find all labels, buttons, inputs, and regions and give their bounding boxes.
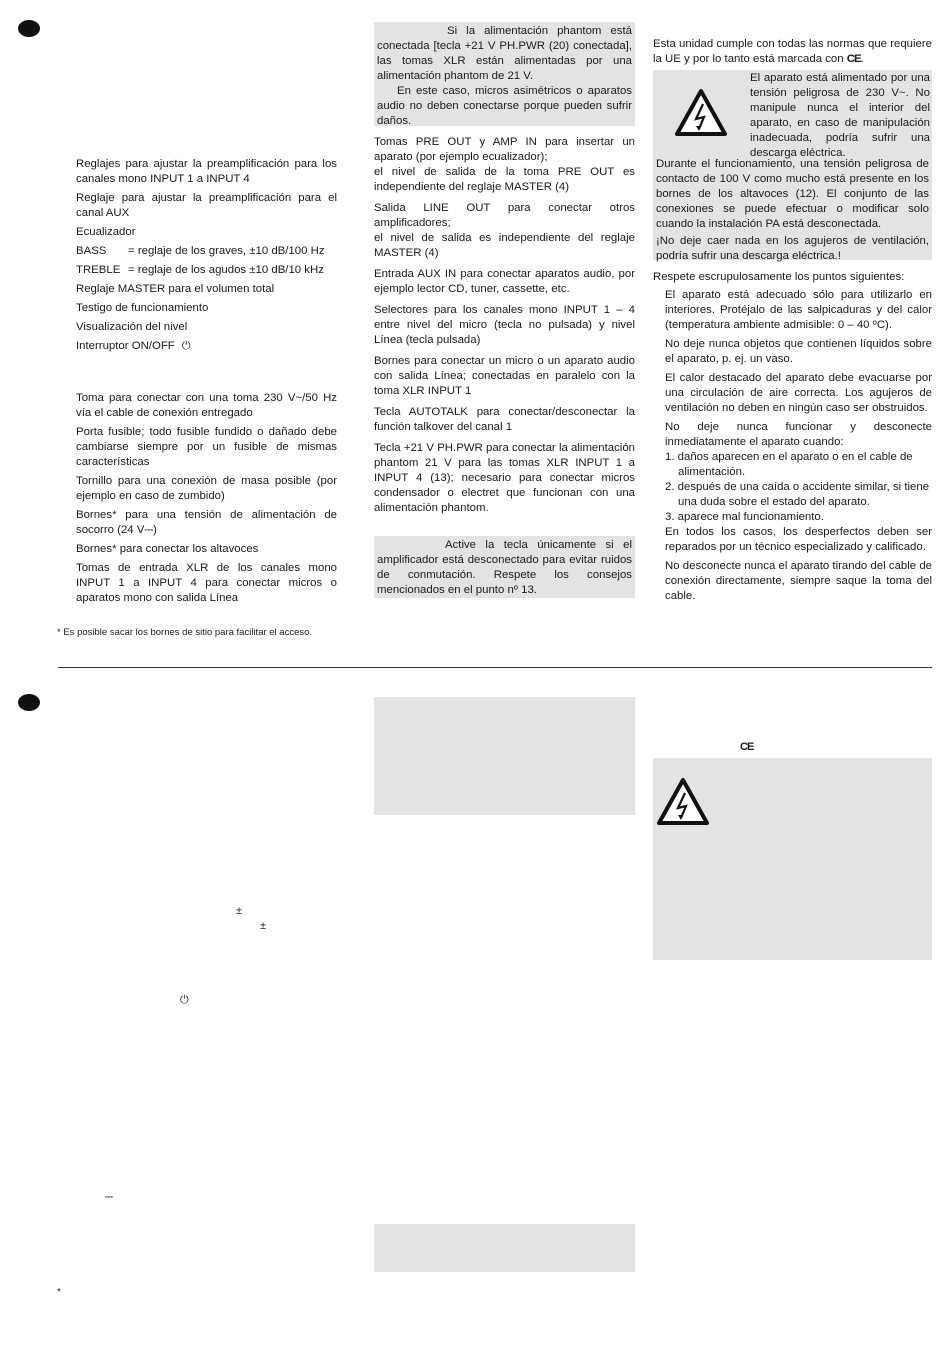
list-item: En todos los casos, los desperfectos deben ser reparados por un técnico especializado y calificado. [665, 526, 932, 553]
list-item: Tecla +21 V PH.PWR para conectar la alimentación phantom 21 V para las tomas XLR INPUT 1 a INPUT 4 (13); necesario para conectar micros condensador o electret que funcionan con una alimentación phantom. [374, 442, 635, 514]
numbered-item: 1. daños aparecen en el aparato o en el cable de alimentación. [665, 451, 913, 478]
list-item: el nivel de salida de la toma PRE OUT es independiente del reglaje MASTER (4) [374, 166, 635, 193]
dc-icon: ⎓ [105, 1192, 113, 1203]
list-item: Testigo de funcionamiento [76, 302, 209, 314]
ce-mark-icon: CE [846, 53, 861, 65]
note-text: Si la alimentación phantom está conectada [tecla +21 V PH.PWR (20) conectada], las tomas XLR están alimentadas por una alimentación phantom de 21 V. [377, 25, 632, 82]
ce-text: Esta unidad cumple con todas las normas que requiere la UE y por lo tanto está marcada con [653, 38, 932, 65]
footnote-text: Es posible sacar los bornes de sitio para facilitar el acceso. [63, 627, 313, 638]
list-item [76, 263, 337, 278]
warning-text: Durante el funcionamiento, una tensión peligrosa de contacto de 100 V como mucho está presente en los bornes de los altavoces (12). El conjunto de las conexiones se puede efectuar o modificar solo cuando la instalación PA está desconectada. [656, 158, 929, 230]
list-item: Visualización del nivel [76, 321, 188, 333]
list-item: Bornes para conectar un micro o un aparato audio con salida Línea; conectadas en paralelo con la toma XLR INPUT 1 [374, 355, 635, 397]
treble-desc: = reglaje de los agudos ±10 dB/10 kHz [128, 264, 324, 276]
empty-note-box-2 [374, 1224, 635, 1272]
list-item: Tomas de entrada XLR de los canales mono INPUT 1 a INPUT 4 para conectar micros o aparatos mono con salida Línea [76, 562, 337, 604]
list-item: No deje nunca objetos que contienen líquidos sobre el aparato, p. ej. un vaso. [665, 338, 932, 365]
plus-minus-symbol: ± [236, 905, 243, 917]
list-item: Reglaje MASTER para el volumen total [76, 283, 275, 295]
power-switch-label: Interruptor ON/OFF [76, 340, 175, 352]
safety-column [653, 37, 932, 67]
note-text: Active la tecla únicamente si el amplificador está desconectado para evitar ruidos de conmutación. Respete los consejos mencionados en el punto nº 13. [377, 539, 632, 596]
page-divider [58, 667, 932, 668]
plus-minus-symbol: ± [260, 920, 267, 932]
list-item: Toma para conectar con una toma 230 V~/50 Hz vía el cable de conexión entregado [76, 392, 337, 419]
list-item: Tornillo para una conexión de masa posible (por ejemplo en caso de zumbido) [76, 475, 337, 502]
list-item: Porta fusible; todo fusible fundido o dañado debe cambiarse siempre por un fusible de mismas características [76, 426, 337, 468]
list-item [76, 508, 337, 538]
warning-text: El aparato está alimentado por una tensión peligrosa de 230 V~. No manipule nunca el interior del aparato, en caso de manipulación inadecuada, podría sufrir una descarga eléctrica. [750, 72, 930, 159]
power-icon: ⏻ [181, 340, 191, 352]
footnote-mark: * [57, 627, 61, 638]
controls-column [76, 157, 337, 358]
instructions [653, 270, 932, 608]
phantom-note-box [374, 22, 635, 126]
list-item: el nivel de salida es independiente del reglaje MASTER (4) [374, 232, 635, 259]
list-item: Entrada AUX IN para conectar aparatos audio, por ejemplo lector CD, tuner, cassette, etc. [374, 268, 635, 295]
list-item: El aparato está adecuado sólo para utilizarlo en interiores. Protéjalo de las salpicaduras y del calor (temperatura ambiente admisible: 0 – 40 ºC). [665, 289, 932, 331]
list-item: Ecualizador [76, 226, 136, 238]
bass-desc: = reglaje de los graves, ±10 dB/100 Hz [128, 245, 325, 257]
power-icon: ⏻ [180, 994, 189, 1006]
list-item [76, 339, 337, 354]
bass-label: BASS [76, 245, 107, 257]
warning-text-1 [750, 71, 930, 161]
list-item [76, 244, 337, 259]
list-item: No desconecte nunca el aparato tirando del cable de conexión directamente, siempre saque la toma del cable. [665, 560, 932, 602]
list-item: Selectores para los canales mono INPUT 1 – 4 entre nivel del micro (tecla no pulsada) y nivel Línea (tecla pulsada) [374, 304, 635, 346]
list-item: Tecla AUTOTALK para conectar/desconectar la función talkover del canal 1 [374, 406, 635, 433]
list-item: El calor destacado del aparato debe evacuarse por una circulación de aire correcta. Los agujeros de ventilación no deben en ningún caso ser obstruidos. [665, 372, 932, 414]
language-badge [18, 20, 40, 37]
list-item: Salida LINE OUT para conectar otros amplificadores; [374, 202, 635, 229]
list-text: ) [153, 524, 157, 536]
warning-text: ¡No deje caer nada en los agujeros de ventilación, podría sufrir una descarga eléctrica.! [656, 235, 929, 262]
ce-statement: Esta unidad cumple con todas las normas que requiere la UE y por lo tanto está marcada con CE. [653, 38, 932, 65]
dc-icon: ⎓ [144, 524, 154, 536]
list-item: Reglajes para ajustar la preamplificación para los canales mono INPUT 1 a INPUT 4 [76, 158, 337, 185]
instructions-title: Respete escrupulosamente los puntos siguientes: [653, 271, 905, 283]
ce-mark-icon: CE [740, 741, 754, 753]
footnote [57, 625, 347, 640]
numbered-item: 3. aparece mal funcionamiento. [665, 511, 824, 523]
list-text: Bornes* para una tensión de alimentación de socorro (24 V [76, 509, 337, 536]
language-badge-2 [18, 694, 40, 711]
list-item: Bornes* para conectar los altavoces [76, 543, 259, 555]
list-item: Reglaje para ajustar la preamplificación para el canal AUX [76, 192, 337, 219]
list-item: No deje nunca funcionar y desconecte inmediatamente el aparato cuando: [665, 421, 932, 448]
empty-note-box [374, 697, 635, 815]
warning-triangle-icon [674, 88, 728, 138]
warning-text-2 [656, 157, 929, 264]
footnote-mark: * [57, 1287, 61, 1298]
numbered-item: 2. después de una caída o accidente similar, si tiene una duda sobre el estado del aparato. [665, 481, 930, 508]
phantom-warning-box [374, 536, 635, 598]
connections-column-2 [374, 135, 635, 520]
treble-label: TREBLE [76, 264, 121, 276]
note-text: En este caso, micros asimétricos o aparatos audio no deben conectarse porque pueden sufrir daños. [377, 85, 632, 127]
warning-triangle-icon [656, 777, 710, 827]
connections-column [76, 391, 337, 610]
list-item: Tomas PRE OUT y AMP IN para insertar un aparato (por ejemplo ecualizador); [374, 136, 635, 163]
